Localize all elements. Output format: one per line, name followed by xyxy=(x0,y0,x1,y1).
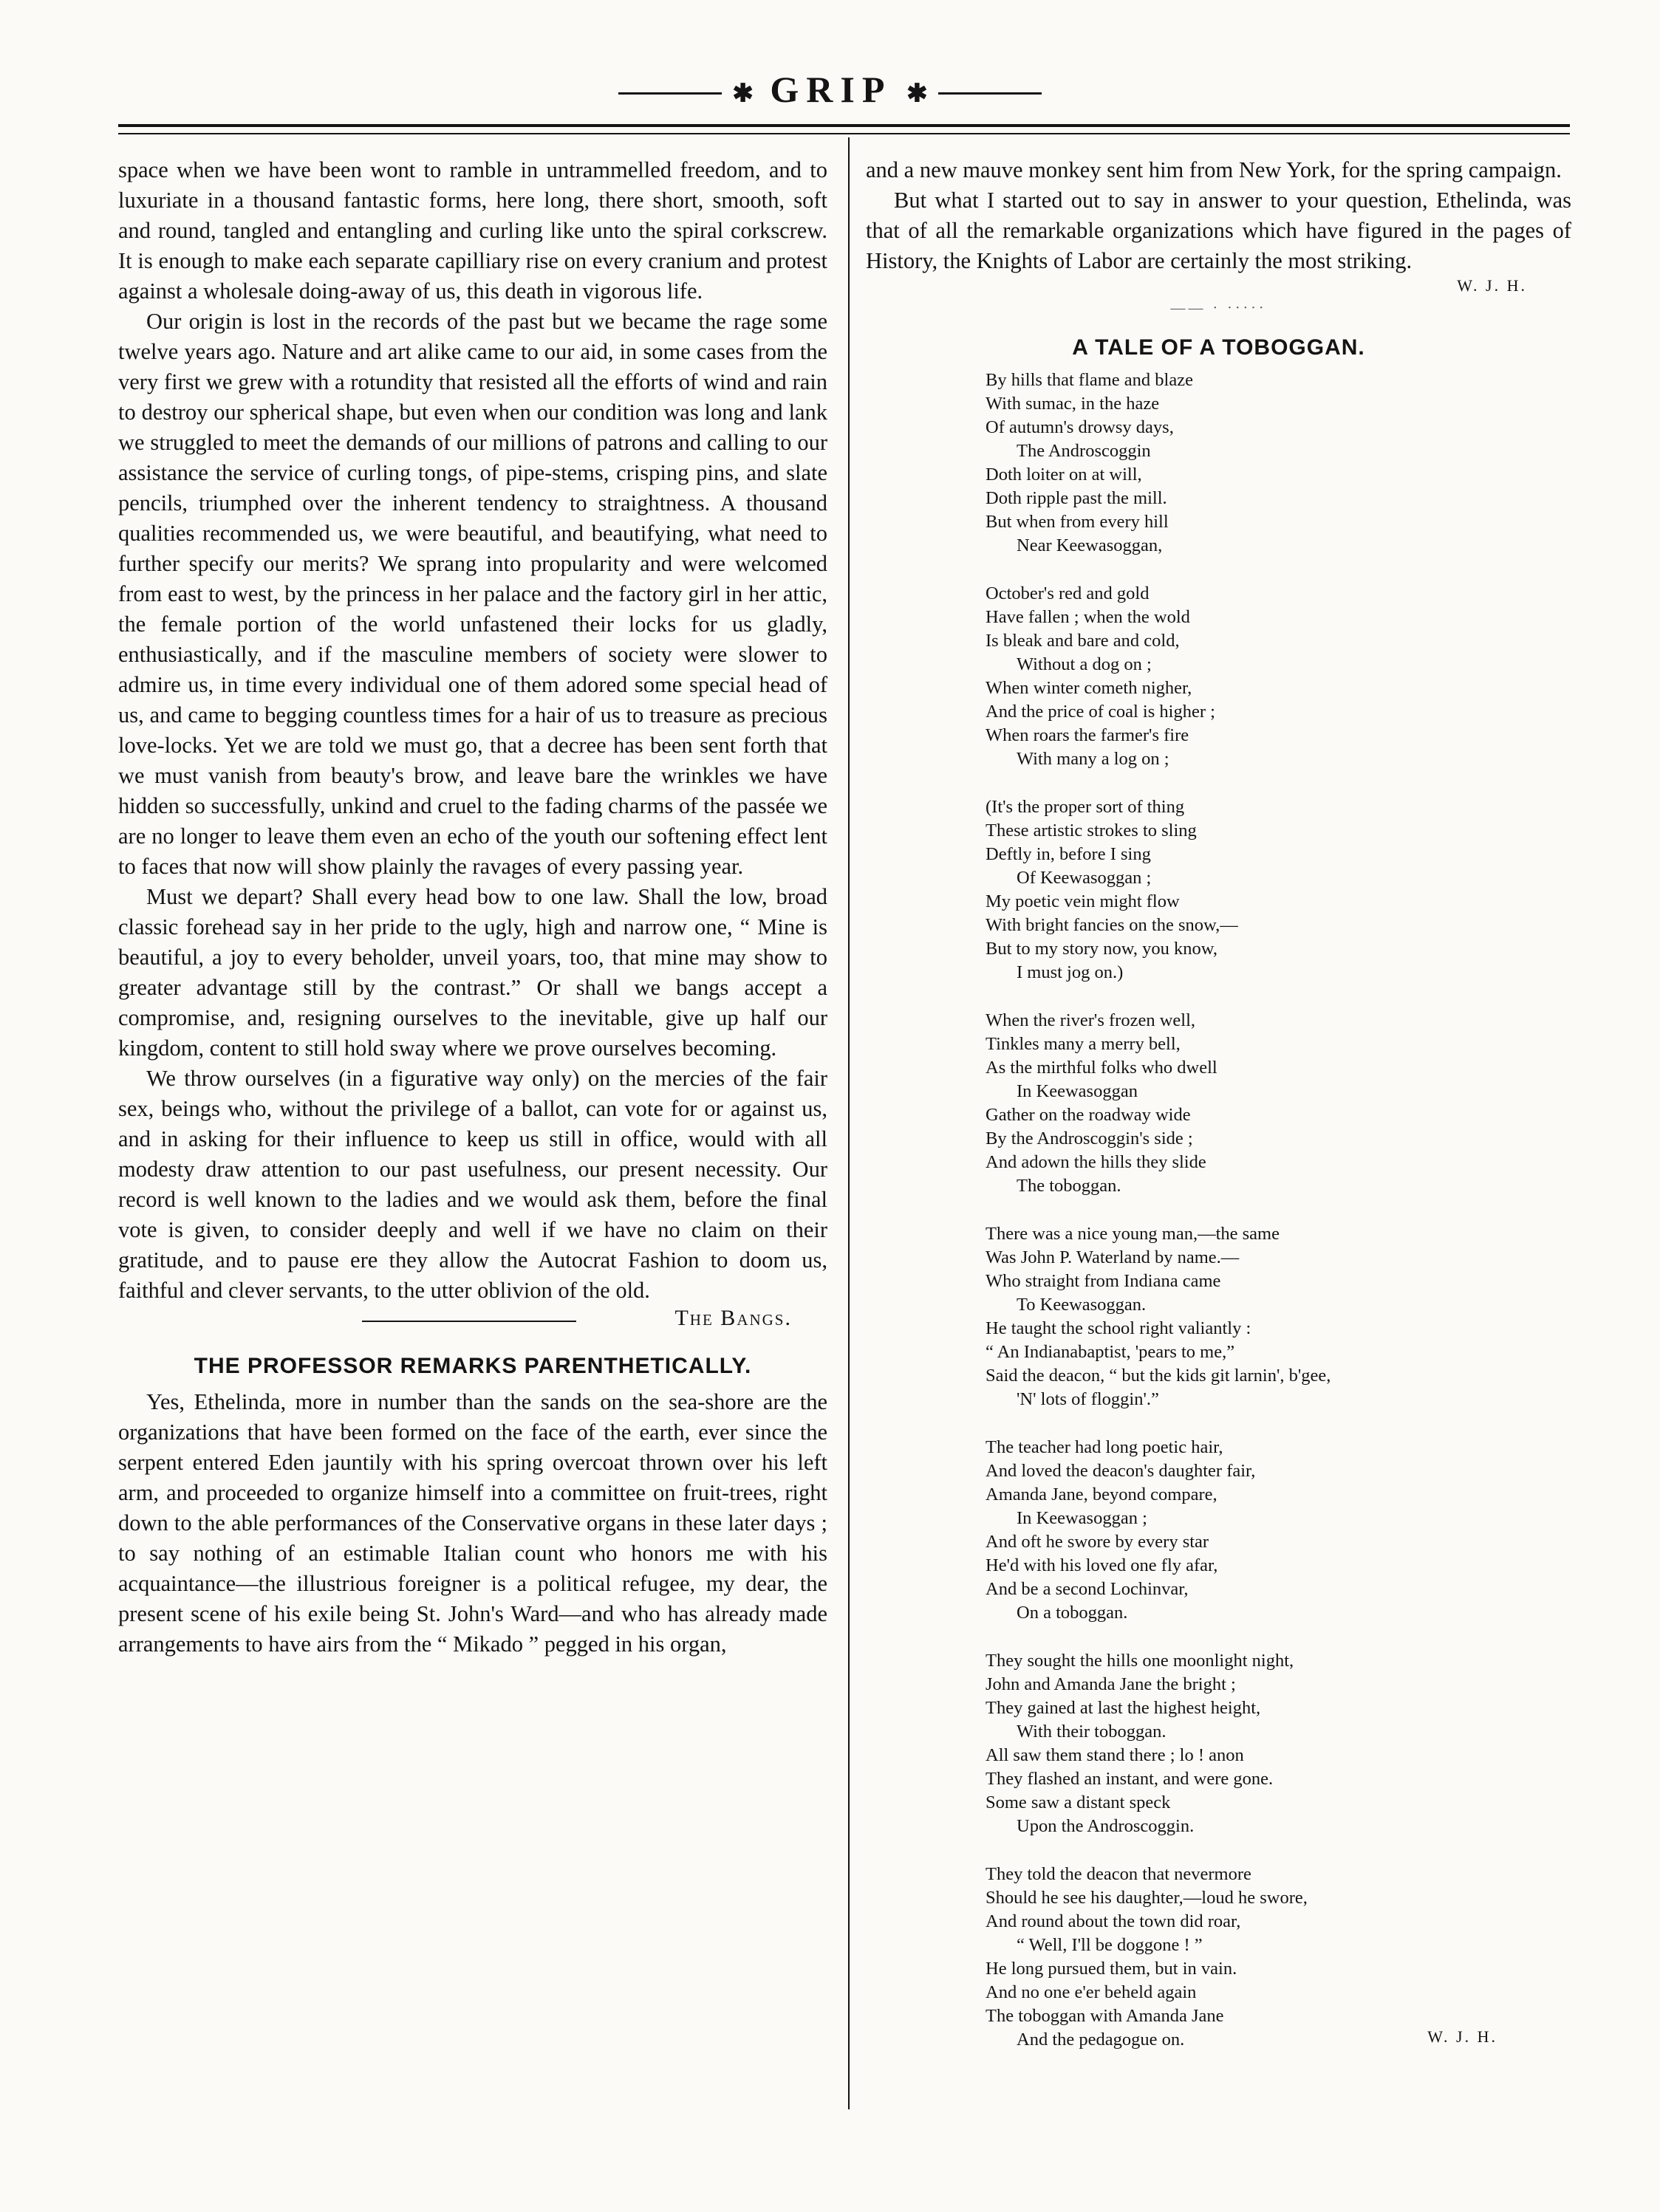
article-paragraph: space when we have been wont to ramble in untrammelled freedom, and to luxuriate in a thousand fantastic forms, here long, there short, smooth, soft and round, tangled and entangling and curling like unto the spiral corkscrew. It is enough to make each separate capilliary rise on every cranium and protest against a wholesale doing-away of us, this death in vigorous life. xyxy=(118,157,827,304)
poem-line: John and Amanda Jane the bright ; xyxy=(986,1674,1236,1694)
poem-line: And adown the hills they slide xyxy=(986,1152,1206,1172)
poem-line: To Keewasoggan. xyxy=(1017,1295,1147,1315)
poem-line: Deftly in, before I sing xyxy=(986,844,1151,864)
poem-line: Of Keewasoggan ; xyxy=(1017,868,1152,888)
poem-line: Amanda Jane, beyond compare, xyxy=(986,1485,1217,1504)
masthead-rule-right xyxy=(938,92,1042,95)
poem-stanza xyxy=(986,795,1571,985)
poem-line: Doth ripple past the mill. xyxy=(986,488,1167,508)
article-paragraph: Yes, Ethelinda, more in number than the sands on the sea-shore are the organizations that have been formed on the face of the earth, ever since the serpent entered Eden jauntily with his spring overcoat thrown over his left arm, and proceeded to organize himself into a committee on fruit-trees, right down to the able performances of the Conservative organs in these later days ; to say nothing of an estimable Italian count who honors me with his acquaintance—the illustrious foreigner is a political refugee, my dear, the present scene of his exile being St. John's Ward—and who has already made arrangements to have airs from the “ Mikado ” pegged in his organ, xyxy=(118,1389,827,1657)
poem-line: They told the deacon that nevermore xyxy=(986,1864,1251,1884)
poem-stanza xyxy=(986,369,1571,558)
poem-line: And the price of coal is higher ; xyxy=(986,702,1215,722)
poem-line: And be a second Lochinvar, xyxy=(986,1579,1189,1599)
poem-line: But to my story now, you know, xyxy=(986,939,1217,959)
poem-line: My poetic vein might flow xyxy=(986,891,1180,911)
header-rule-thin xyxy=(118,133,1570,134)
poem-stanza xyxy=(986,582,1571,771)
poem-line: Gather on the roadway wide xyxy=(986,1105,1191,1125)
poem-line: And no one e'er beheld again xyxy=(986,1982,1197,2002)
poem-line: The toboggan. xyxy=(1017,1176,1121,1196)
poem-line: With many a log on ; xyxy=(1017,749,1169,769)
poem-line: On a toboggan. xyxy=(1017,1603,1128,1623)
section-rule xyxy=(362,1321,576,1322)
star-ornament-icon: ✱ xyxy=(732,80,754,108)
article-signature: W. J. H. xyxy=(1457,276,1527,295)
article-signature: The Bangs. xyxy=(674,1306,792,1330)
poem-line: All saw them stand there ; lo ! anon xyxy=(986,1745,1244,1765)
poem-line: Is bleak and bare and cold, xyxy=(986,631,1180,651)
poem-line: When the river's frozen well, xyxy=(986,1010,1195,1030)
poem-line: And loved the deacon's daughter fair, xyxy=(986,1461,1256,1481)
poem-line: October's red and gold xyxy=(986,583,1150,603)
poem-line: With bright fancies on the snow,— xyxy=(986,915,1238,935)
poem-line: Without a dog on ; xyxy=(1017,654,1152,674)
poem-line: When winter cometh nigher, xyxy=(986,678,1192,698)
poem-stanza xyxy=(986,1009,1571,1198)
article-paragraph: We throw ourselves (in a figurative way only) on the mercies of the fair sex, beings who, without the privilege of a ballot, can vote for or against us, and in asking for their influence to keep us still in office, would with all modesty draw attention to our past usefulness, our present necessity. Our record is well known to the ladies and we would ask them, before the final vote is given, to consider deeply and well if we have no claim on their gratitude, and to pause ere they allow the Autocrat Fashion to doom us, faithful and clever servants, to the utter oblivion of the old. xyxy=(118,1066,827,1303)
poem-line: Said the deacon, “ but the kids git larnin', b'gee, xyxy=(986,1366,1331,1386)
poem-line: He long pursued them, but in vain. xyxy=(986,1959,1237,1979)
star-ornament-icon: ✱ xyxy=(906,80,928,108)
poem-title: A TALE OF A TOBOGGAN. xyxy=(1072,335,1365,360)
poem-line: The teacher had long poetic hair, xyxy=(986,1437,1223,1457)
poem-stanza xyxy=(986,1863,1571,2052)
poem-line: In Keewasoggan xyxy=(1017,1081,1138,1101)
column-divider xyxy=(848,137,850,2109)
signature-row xyxy=(118,1306,827,1335)
poem-line: By the Androscoggin's side ; xyxy=(986,1129,1193,1148)
poem-line: And the pedagogue on. xyxy=(1017,2030,1185,2050)
poem-line: Of autumn's drowsy days, xyxy=(986,417,1174,437)
article-heading: THE PROFESSOR REMARKS PARENTHETICALLY. xyxy=(194,1354,752,1378)
poem-line: “ An Indianabaptist, 'pears to me,” xyxy=(986,1342,1235,1362)
masthead-title: GRIP xyxy=(770,69,890,110)
header-rule-thick xyxy=(118,124,1570,127)
poem-signature: W. J. H. xyxy=(1427,2027,1497,2046)
poem-line: “ Well, I'll be doggone ! ” xyxy=(1017,1935,1203,1955)
article-paragraph: Our origin is lost in the records of the past but we became the rage some twelve years ago. Nature and art alike came to our aid, in some cases from the very first we grew with a rotundity that resisted all the efforts of wind and rain to destroy our spherical shape, but even when our condition was long and lank we struggled to meet the demands of our millions of patrons and calling to our assistance the service of curling tongs, of pipe-stems, crisping pins, and slate pencils, triumphed over the inherent tendency to straightness. A thousand qualities recommended us, we were beautiful, and beautifying, what need to further specify our merits? We sprang into propularity and were welcomed from east to west, by the princess in her palace and the factory girl in her attic, the female portion of the world unfastened their locks for us gladly, enthusiastically, and if the masculine members of society were slower to admire us, in time every individual one of them adored some special head of us, and came to begging countless times for a hair of us to treasure as precious love-locks. Yet we are told we must go, that a decree has been sent forth that we must vanish from beauty's brow, and leave bare the wrinkles we have hidden so successfully, unkind and cruel to the fading charms of the passée we are no longer to leave them even an echo of the youth our softening effect lent to faces that now will show plainly the ravages of every passing year. xyxy=(118,309,827,879)
poem-line: Have fallen ; when the wold xyxy=(986,607,1190,627)
poem-line: When roars the farmer's fire xyxy=(986,725,1189,745)
poem-line: Some saw a distant speck xyxy=(986,1792,1171,1812)
poem-line: The toboggan with Amanda Jane xyxy=(986,2006,1224,2026)
poem-line: They flashed an instant, and were gone. xyxy=(986,1769,1274,1789)
poem-line: And round about the town did roar, xyxy=(986,1911,1241,1931)
poem-line: But when from every hill xyxy=(986,512,1169,532)
masthead-rule-left xyxy=(618,92,722,95)
poem-line: By hills that flame and blaze xyxy=(986,370,1193,390)
poem-line: Upon the Androscoggin. xyxy=(1017,1816,1195,1836)
poem-line: (It's the proper sort of thing xyxy=(986,797,1185,817)
poem-stanza xyxy=(986,1649,1571,1838)
poem-line: In Keewasoggan ; xyxy=(1017,1508,1147,1528)
separator-dashes: —— · ····· xyxy=(1170,300,1267,316)
poem-line: 'N' lots of floggin'.” xyxy=(1017,1389,1159,1409)
poem-line: He'd with his loved one fly afar, xyxy=(986,1555,1218,1575)
poem-stanza xyxy=(986,1222,1571,1411)
poem-line: And oft he swore by every star xyxy=(986,1532,1209,1552)
poem-line: With their toboggan. xyxy=(1017,1722,1167,1742)
poem-line: Should he see his daughter,—loud he swore, xyxy=(986,1888,1308,1908)
poem-line: They sought the hills one moonlight night, xyxy=(986,1651,1294,1671)
poem-line: Was John P. Waterland by name.— xyxy=(986,1247,1240,1267)
poem-line: The Androscoggin xyxy=(1017,441,1151,461)
article-paragraph: Must we depart? Shall every head bow to one law. Shall the low, broad classic forehead say in her pride to the ugly, high and narrow one, “ Mine is beautiful, a joy to every beholder, unveil yoars, too, that mine may show to greater advantage still by the contrast.” Or shall we bangs accept a compromise, and, resigning ourselves to the inevitable, give up half our kingdom, content to still hold sway where we prove ourselves becoming. xyxy=(118,884,827,1061)
poem-line: There was a nice young man,—the same xyxy=(986,1224,1280,1244)
article-paragraph: and a new mauve monkey sent him from New York, for the spring campaign. xyxy=(866,157,1562,182)
poem-line: Tinkles many a merry bell, xyxy=(986,1034,1181,1054)
poem-line: With sumac, in the haze xyxy=(986,394,1160,414)
poem-line: I must jog on.) xyxy=(1017,962,1124,982)
poem-line: As the mirthful folks who dwell xyxy=(986,1058,1217,1078)
poem-line: Who straight from Indiana came xyxy=(986,1271,1221,1291)
poem-stanza xyxy=(986,1436,1571,1625)
poem-line: These artistic strokes to sling xyxy=(986,821,1197,840)
poem-line: He taught the school right valiantly : xyxy=(986,1318,1251,1338)
left-column xyxy=(118,155,827,1660)
poem-line: Near Keewasoggan, xyxy=(1017,535,1163,555)
right-column xyxy=(866,155,1571,2076)
poem-line: They gained at last the highest height, xyxy=(986,1698,1261,1718)
masthead xyxy=(0,68,1660,111)
poem xyxy=(986,369,1571,2052)
article-paragraph: But what I started out to say in answer to your question, Ethelinda, was that of all the remarkable organizations which have figured in the pages of History, the Knights of Labor are certainly the most striking. xyxy=(866,188,1571,273)
poem-line: Doth loiter on at will, xyxy=(986,465,1142,484)
